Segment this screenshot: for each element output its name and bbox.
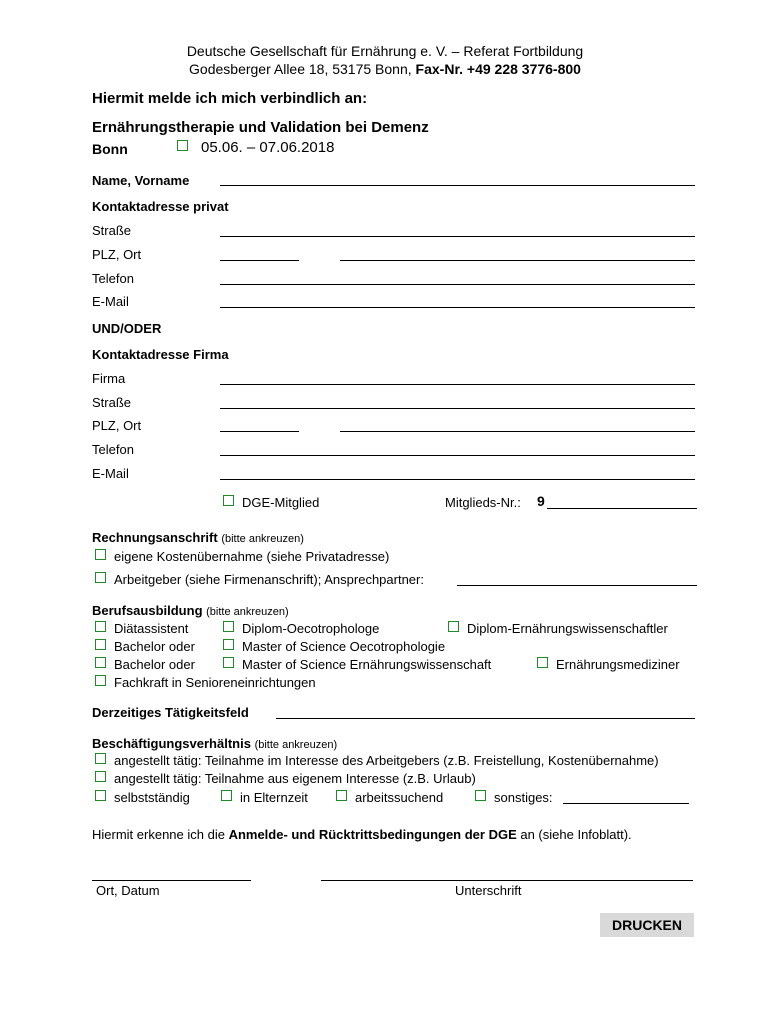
zip-field[interactable]	[220, 260, 299, 261]
header-line-1: Deutsche Gesellschaft für Ernährung e. V. – Referat Fortbildung	[186, 43, 584, 59]
edu-senior-care-checkbox[interactable]	[95, 675, 106, 686]
contact-person-field[interactable]	[457, 585, 697, 586]
edu-diploma-nutrition-label: Diplom-Ernährungswissenschaftler	[467, 621, 668, 636]
terms-bold: Anmelde- und Rücktrittsbedingungen der DGE	[228, 827, 517, 842]
billing-employer-label: Arbeitgeber (siehe Firmenanschrift); Ansprechpartner:	[114, 572, 424, 587]
company-label: Firma	[92, 371, 126, 386]
employment-hint: (bitte ankreuzen)	[254, 739, 338, 751]
terms-pre: Hiermit erkenne ich die	[92, 827, 229, 842]
edu-bachelor-1-checkbox[interactable]	[95, 639, 106, 650]
company-city-field[interactable]	[340, 431, 695, 432]
course-title: Ernährungstherapie und Validation bei Demenz	[92, 119, 429, 136]
edu-diploma-oeco-label: Diplom-Oecotrophologe	[242, 621, 380, 636]
terms-text	[92, 827, 632, 842]
name-label: Name, Vorname	[92, 173, 190, 188]
billing-own-label: eigene Kostenübernahme (siehe Privatadresse)	[114, 549, 390, 564]
zip-city-label: PLZ, Ort	[92, 247, 142, 262]
email-label: E-Mail	[92, 294, 129, 309]
activity-field-input[interactable]	[276, 718, 695, 719]
course-city: Bonn	[92, 141, 128, 157]
employment-heading-text: Beschäftigungsverhältnis	[92, 736, 251, 751]
dge-member-checkbox[interactable]	[223, 495, 234, 506]
place-date-label: Ort, Datum	[96, 883, 160, 898]
company-zip-city-label: PLZ, Ort	[92, 418, 142, 433]
emp-own-interest-label: angestellt tätig: Teilnahme aus eigenem Interesse (z.B. Urlaub)	[114, 771, 476, 786]
member-number-field[interactable]	[547, 508, 697, 509]
course-date: 05.06. – 07.06.2018	[201, 139, 335, 156]
edu-master-oeco-checkbox[interactable]	[223, 639, 234, 650]
company-phone-field[interactable]	[220, 455, 695, 456]
city-field[interactable]	[340, 260, 695, 261]
company-zip-field[interactable]	[220, 431, 299, 432]
emp-parental-leave-checkbox[interactable]	[221, 790, 232, 801]
education-hint: (bitte ankreuzen)	[206, 606, 289, 618]
header-fax: Fax-Nr. +49 228 3776-800	[415, 61, 581, 77]
company-email-label: E-Mail	[92, 466, 129, 481]
edu-dietitian-label: Diätassistent	[114, 621, 189, 636]
header-address: Godesberger Allee 18, 53175 Bonn,	[189, 61, 416, 77]
emp-parental-leave-label: in Elternzeit	[240, 790, 308, 805]
emp-other-field[interactable]	[563, 803, 689, 804]
billing-employer-checkbox[interactable]	[95, 572, 106, 583]
company-street-field[interactable]	[220, 408, 695, 409]
member-number-label: Mitglieds-Nr.:	[445, 495, 521, 510]
edu-master-nutrition-label: Master of Science Ernährungswissenschaft	[242, 657, 492, 672]
billing-heading	[92, 530, 304, 545]
emp-jobseeking-label: arbeitssuchend	[355, 790, 444, 805]
header-line-2	[0, 61, 770, 77]
place-date-field[interactable]	[92, 880, 251, 881]
edu-physician-label: Ernährungsmediziner	[556, 657, 680, 672]
signature-field[interactable]	[321, 880, 693, 881]
and-or-label: UND/ODER	[92, 321, 162, 336]
emp-own-interest-checkbox[interactable]	[95, 771, 106, 782]
course-date-checkbox[interactable]	[177, 140, 188, 151]
intro-text: Hiermit melde ich mich verbindlich an:	[92, 90, 368, 107]
terms-post: an (siehe Infoblatt).	[516, 827, 632, 842]
edu-diploma-nutrition-checkbox[interactable]	[448, 621, 459, 632]
edu-bachelor-1-label: Bachelor oder	[114, 639, 195, 654]
company-field[interactable]	[220, 384, 695, 385]
emp-employer-interest-checkbox[interactable]	[95, 753, 106, 764]
billing-hint: (bitte ankreuzen)	[221, 533, 304, 545]
emp-selfemployed-checkbox[interactable]	[95, 790, 106, 801]
phone-field[interactable]	[220, 284, 695, 285]
edu-dietitian-checkbox[interactable]	[95, 621, 106, 632]
street-field[interactable]	[220, 236, 695, 237]
activity-field-label: Derzeitiges Tätigkeitsfeld	[92, 705, 249, 720]
emp-other-label: sonstiges:	[494, 790, 553, 805]
edu-senior-care-label: Fachkraft in Senioreneinrichtungen	[114, 675, 316, 690]
company-heading: Kontaktadresse Firma	[92, 347, 229, 362]
phone-label: Telefon	[92, 271, 134, 286]
edu-bachelor-2-checkbox[interactable]	[95, 657, 106, 668]
billing-own-checkbox[interactable]	[95, 549, 106, 560]
emp-jobseeking-checkbox[interactable]	[336, 790, 347, 801]
education-heading-text: Berufsausbildung	[92, 603, 203, 618]
edu-diploma-oeco-checkbox[interactable]	[223, 621, 234, 632]
name-field[interactable]	[220, 185, 695, 186]
private-heading: Kontaktadresse privat	[92, 199, 229, 214]
billing-heading-text: Rechnungsanschrift	[92, 530, 218, 545]
emp-employer-interest-label: angestellt tätig: Teilnahme im Interesse des Arbeitgebers (z.B. Freistellung, Kostenübernahme)	[114, 753, 659, 768]
print-button[interactable]: DRUCKEN	[600, 913, 694, 937]
education-heading	[92, 603, 289, 618]
edu-master-nutrition-checkbox[interactable]	[223, 657, 234, 668]
edu-master-oeco-label: Master of Science Oecotrophologie	[242, 639, 446, 654]
street-label: Straße	[92, 223, 132, 238]
signature-label: Unterschrift	[455, 883, 522, 898]
edu-bachelor-2-label: Bachelor oder	[114, 657, 195, 672]
employment-heading	[92, 736, 337, 751]
company-street-label: Straße	[92, 395, 132, 410]
company-email-field[interactable]	[220, 479, 695, 480]
email-field[interactable]	[220, 307, 695, 308]
company-phone-label: Telefon	[92, 442, 134, 457]
emp-selfemployed-label: selbstständig	[114, 790, 190, 805]
emp-other-checkbox[interactable]	[475, 790, 486, 801]
dge-member-label: DGE-Mitglied	[242, 495, 320, 510]
member-number-prefix: 9	[537, 493, 545, 509]
edu-physician-checkbox[interactable]	[537, 657, 548, 668]
